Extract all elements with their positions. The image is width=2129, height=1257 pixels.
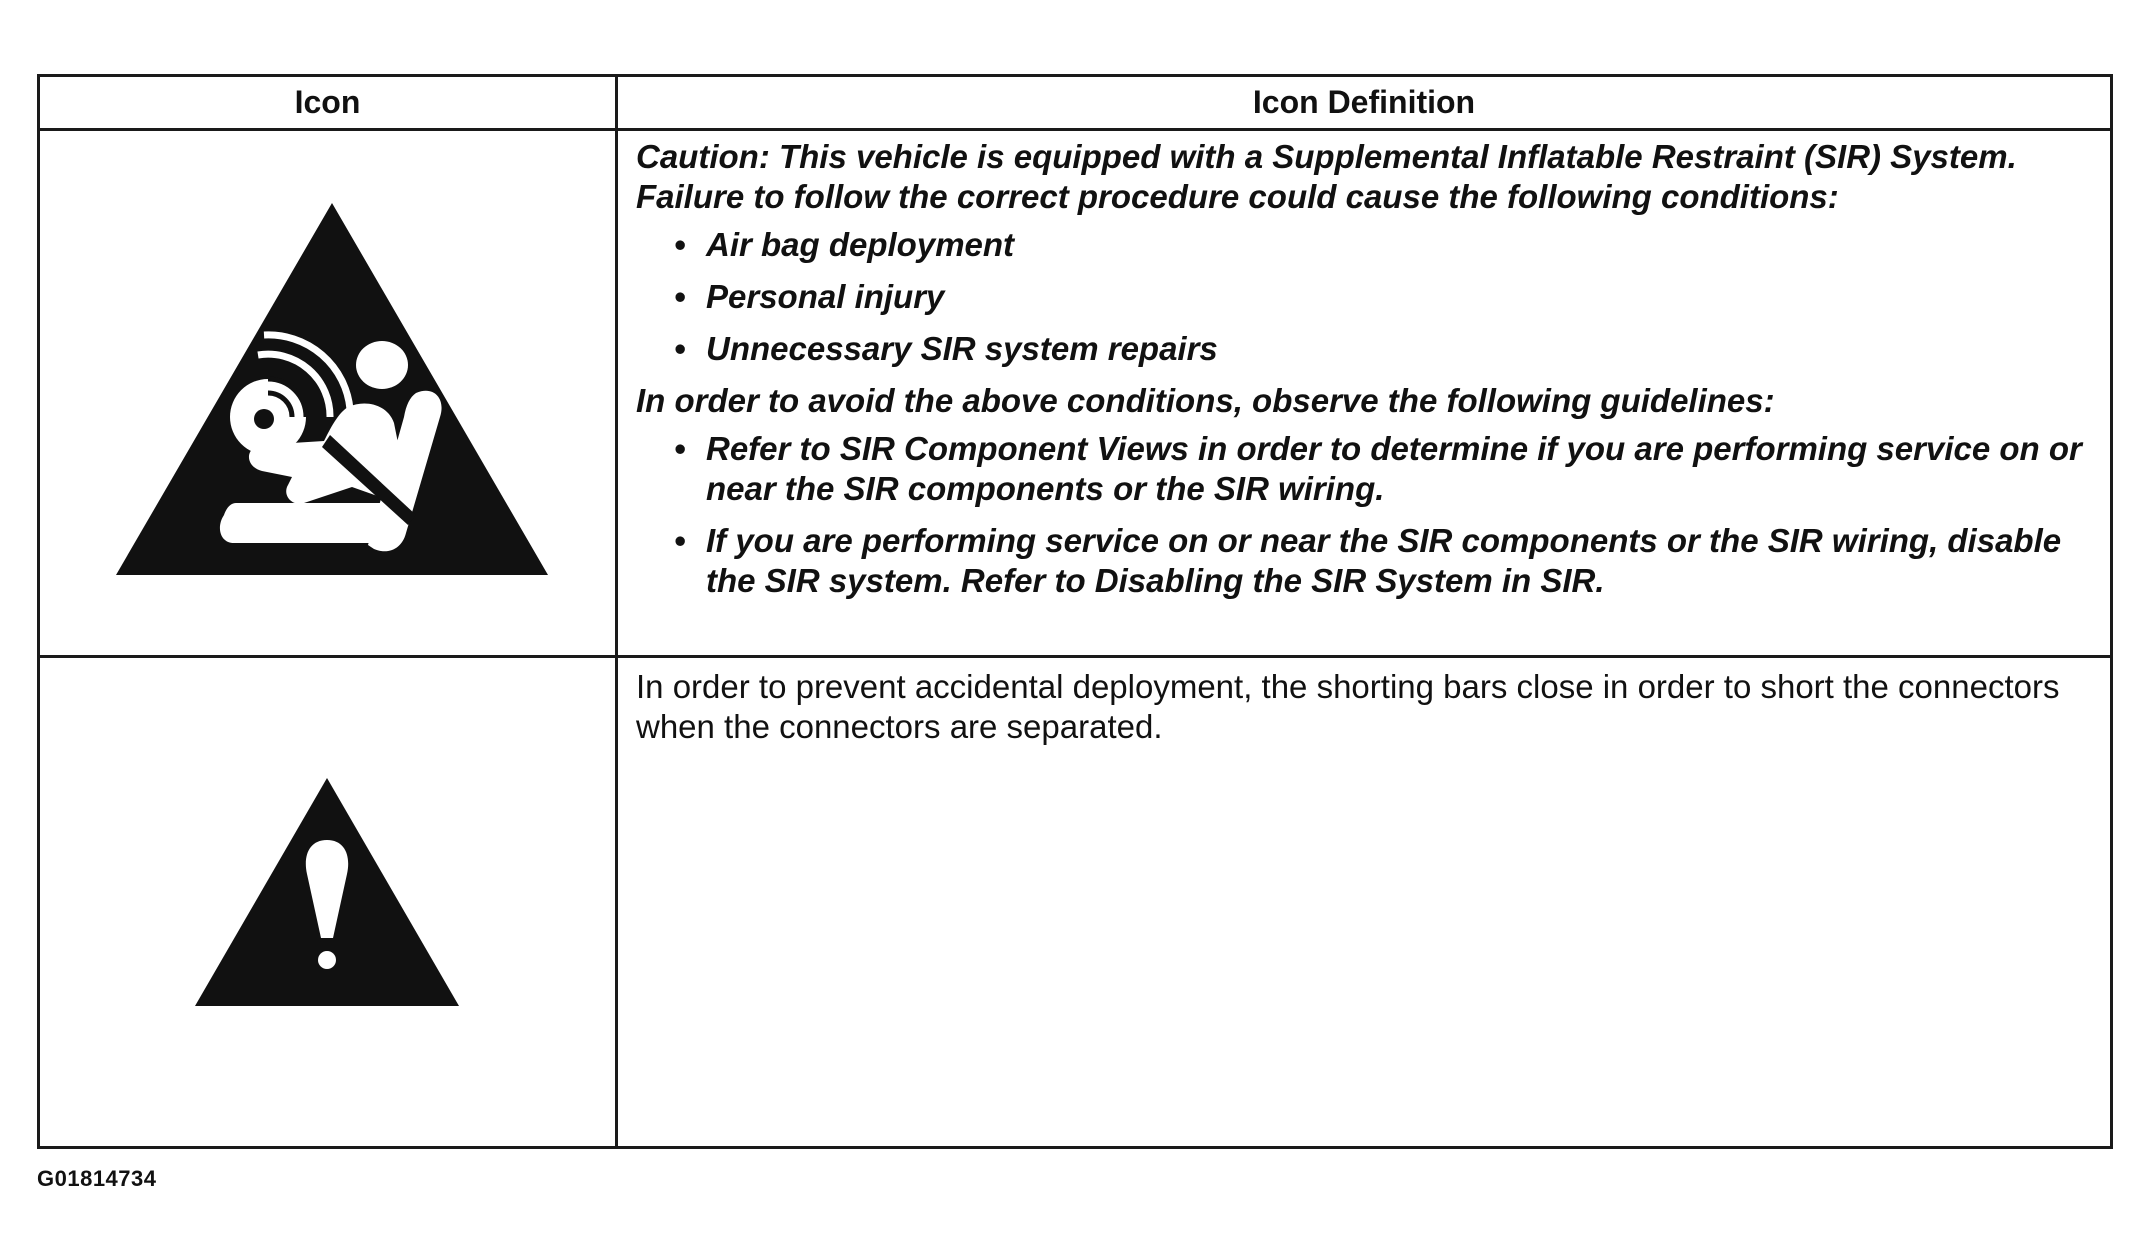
list-item: • Air bag deployment (706, 225, 2092, 265)
list-item: • If you are performing service on or near the SIR components or the SIR wiring, disable the SIR system. Refer to Disabling the SIR System in SIR. (706, 521, 2092, 601)
icon-definition-table (37, 74, 2113, 1149)
list-item: • Refer to SIR Component Views in order to determine if you are performing service on or near the SIR components or the SIR wiring. (706, 429, 2092, 509)
definition-cell-airbag (636, 137, 2092, 613)
icon-cell-airbag (40, 131, 615, 655)
list-item: • Personal injury (706, 277, 2092, 317)
conditions-list (636, 225, 2092, 369)
guidelines-intro: In order to avoid the above conditions, observe the following guidelines: (636, 382, 1775, 419)
airbag-warning-triangle-icon (116, 203, 548, 575)
definition-cell-shorting-bars: In order to prevent accidental deployment, the shorting bars close in order to short the connectors when the connectors are separated. (636, 668, 2060, 745)
list-item: • Unnecessary SIR system repairs (706, 329, 2092, 369)
guidelines-list (636, 429, 2092, 601)
caution-intro: Caution: This vehicle is equipped with a Supplemental Inflatable Restraint (SIR) System. Failure to follow the correct procedure could cause the following conditions: (636, 138, 2017, 215)
exclamation-warning-triangle-icon (195, 778, 459, 1006)
column-divider (615, 77, 618, 1146)
figure-id: G01814734 (37, 1166, 157, 1191)
icon-cell-exclamation (40, 658, 615, 1149)
header-definition-column: Icon Definition (1252, 84, 1476, 120)
header-icon-column: Icon (294, 84, 361, 120)
